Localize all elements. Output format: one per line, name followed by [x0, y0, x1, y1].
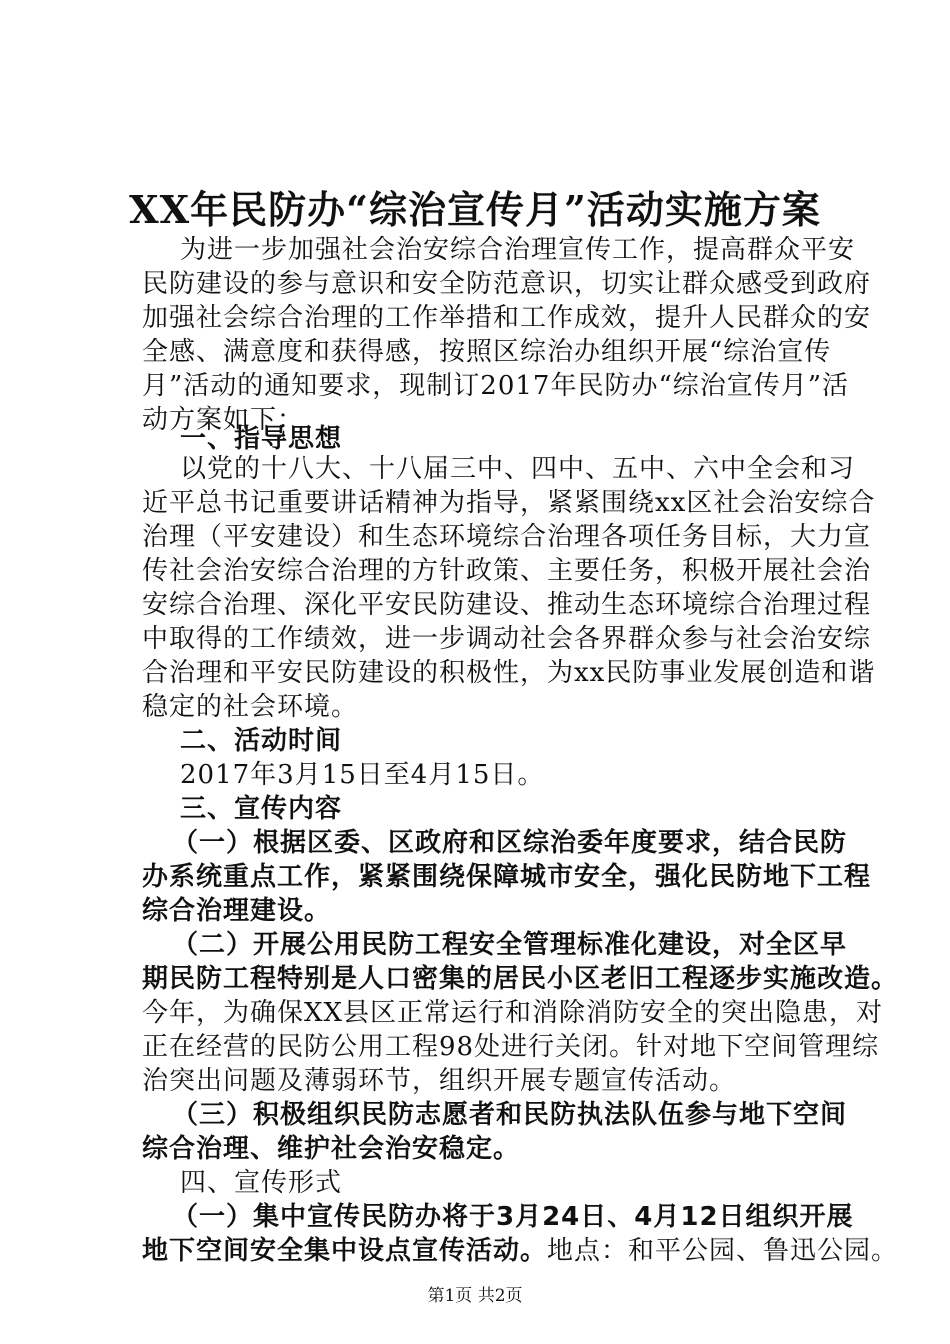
paragraph-line: 以党的十八大、十八届三中、四中、五中、六中全会和习 [180, 454, 856, 484]
section-heading: 四、宣传形式 [180, 1168, 343, 1198]
section-heading: 三、宣传内容 [180, 794, 343, 824]
intro-line: 加强社会综合治理的工作举措和工作成效，提升人民群众的安 [142, 303, 872, 333]
paragraph-line: 治突出问题及薄弱环节，组织开展专题宣传活动。 [142, 1066, 737, 1096]
intro-line: 民防建设的参与意识和安全防范意识，切实让群众感受到政府 [142, 269, 872, 299]
item-line: 综合治理建设。 [142, 896, 332, 926]
intro-line: 月”活动的通知要求，现制订2017年民防办“综治宣传月”活 [142, 371, 850, 401]
item-line: 期民防工程特别是人口密集的居民小区老旧工程逐步实施改造。 [142, 964, 899, 994]
page-footer: 第1页 共2页 [427, 1286, 523, 1306]
paragraph-line: 稳定的社会环境。 [142, 692, 359, 722]
intro-line: 全感、满意度和获得感，按照区综治办组织开展“综治宣传 [142, 337, 832, 367]
intro-line: 为进一步加强社会治安综合治理宣传工作，提高群众平安 [180, 235, 856, 265]
paragraph-line: 近平总书记重要讲话精神为指导，紧紧围绕xx区社会治安综合 [142, 488, 876, 518]
paragraph-line: 合治理和平安民防建设的积极性，为xx民防事业发展创造和谐 [142, 658, 876, 688]
paragraph-line: 中取得的工作绩效，进一步调动社会各界群众参与社会治安综 [142, 624, 872, 654]
item-line-normal: 地点：和平公园、鲁迅公园。 [547, 1236, 899, 1266]
section-heading: 二、活动时间 [180, 726, 343, 756]
intro-line: 动方案如下： [142, 405, 305, 435]
item-line: （一）根据区委、区政府和区综治委年度要求，结合民防 [172, 828, 848, 858]
item-line: 办系统重点工作，紧紧围绕保障城市安全，强化民防地下工程 [142, 862, 872, 892]
document-title: XX年民防办“综治宣传月”活动实施方案 [129, 187, 821, 232]
paragraph-line: 2017年3月15日至4月15日。 [180, 760, 545, 790]
item-line: （三）积极组织民防志愿者和民防执法队伍参与地下空间 [172, 1100, 848, 1130]
paragraph-line: 正在经营的民防公用工程98处进行关闭。针对地下空间管理综 [142, 1032, 880, 1062]
section-heading: 一、指导思想 [180, 424, 343, 454]
item-line-bold: 地下空间安全集中设点宣传活动。 [142, 1236, 548, 1266]
paragraph-line: 今年，为确保XX县区正常运行和消除消防安全的突出隐患，对 [142, 998, 884, 1028]
paragraph-line: 安综合治理、深化平安民防建设、推动生态环境综合治理过程 [142, 590, 872, 620]
item-line: （二）开展公用民防工程安全管理标准化建设，对全区早 [172, 930, 848, 960]
paragraph-line: 治理（平安建设）和生态环境综合治理各项任务目标，大力宣 [142, 522, 872, 552]
item-line [142, 1234, 898, 1268]
paragraph-line: 传社会治安综合治理的方针政策、主要任务，积极开展社会治 [142, 556, 872, 586]
item-line: 综合治理、维护社会治安稳定。 [142, 1134, 521, 1164]
item-line: （一）集中宣传民防办将于3月24日、4月12日组织开展 [172, 1202, 854, 1232]
